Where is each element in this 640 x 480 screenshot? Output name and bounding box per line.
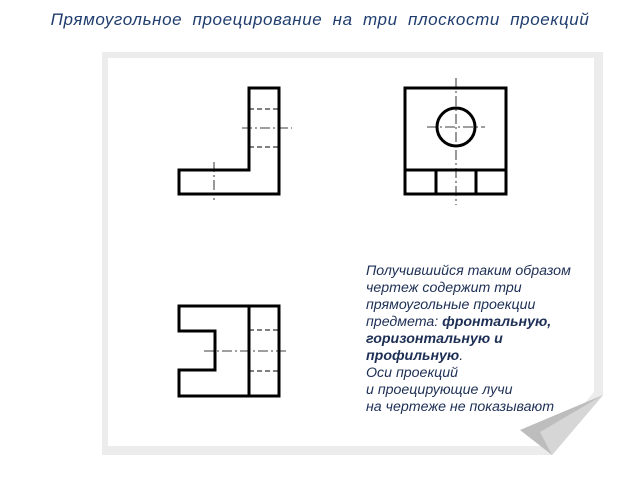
description-line-4 xyxy=(366,314,606,331)
description-text xyxy=(366,263,606,416)
description-axes-line-2: и проецирующие лучи xyxy=(366,382,513,398)
description-axes-line-3: на чертеже не показывают xyxy=(366,399,555,415)
description-line-5 xyxy=(366,331,606,348)
description-period: . xyxy=(459,348,464,364)
description-bold-profile: профильную xyxy=(366,348,460,364)
description-line-3: прямоугольные проекции xyxy=(366,297,536,313)
description-line-1: Получившийся таким образом xyxy=(366,263,571,279)
slide-title: Прямоугольное проецирование на три плоскости проекций xyxy=(50,10,590,29)
description-line-6 xyxy=(366,348,606,365)
description-line-2: чертеж содержит три xyxy=(366,280,522,296)
description-intro: предмета: xyxy=(366,314,443,330)
description-bold-horizontal: горизонтальную и xyxy=(366,331,503,347)
description-bold-front: фронтальную, xyxy=(442,314,552,330)
description-axes-line-1: Оси проекций xyxy=(366,365,459,381)
